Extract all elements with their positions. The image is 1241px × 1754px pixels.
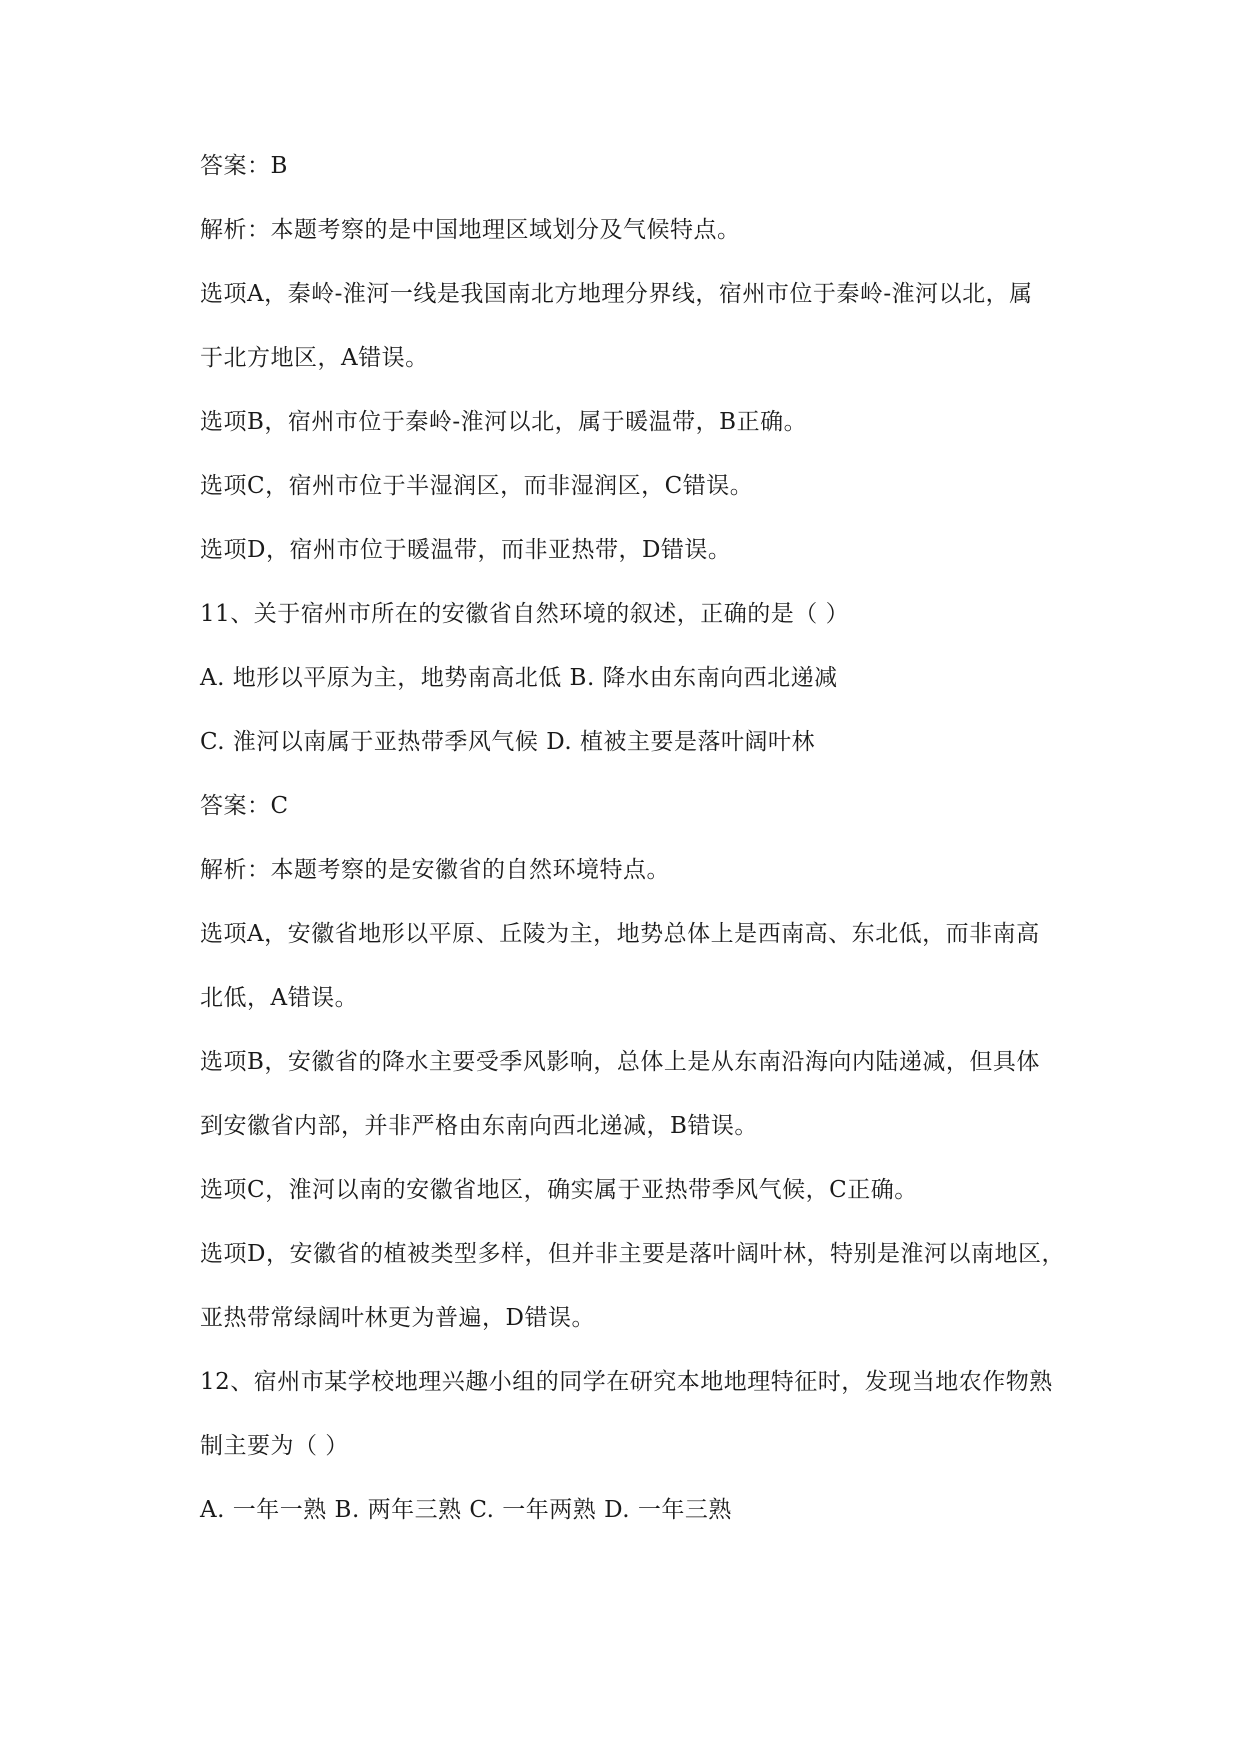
option-b-explanation-q11-cont: 到安徽省内部，并非严格由东南向西北递减，B错误。 [200, 1113, 758, 1139]
question-11-options-ab: A. 地形以平原为主，地势南高北低 B. 降水由东南向西北递减 [200, 665, 838, 691]
option-c-explanation-q10: 选项C，宿州市位于半湿润区，而非湿润区，C错误。 [200, 473, 754, 499]
option-d-explanation-q11: 选项D，安徽省的植被类型多样，但并非主要是落叶阔叶林，特别是淮河以南地区， [200, 1241, 1065, 1267]
option-c-explanation-q11: 选项C，淮河以南的安徽省地区，确实属于亚热带季风气候，C正确。 [200, 1177, 918, 1203]
option-d-explanation-q10: 选项D，宿州市位于暖温带，而非亚热带，D错误。 [200, 537, 732, 563]
question-12-options: A. 一年一熟 B. 两年三熟 C. 一年两熟 D. 一年三熟 [200, 1497, 732, 1523]
question-12-stem-cont: 制主要为（ ） [200, 1433, 349, 1459]
answer-line-q11: 答案：C [200, 793, 289, 819]
option-a-explanation-q10: 选项A，秦岭-淮河一线是我国南北方地理分界线，宿州市位于秦岭-淮河以北，属 [200, 281, 1033, 307]
question-12-stem: 12、宿州市某学校地理兴趣小组的同学在研究本地地理特征时，发现当地农作物熟 [200, 1369, 1053, 1395]
option-d-explanation-q11-cont: 亚热带常绿阔叶林更为普遍，D错误。 [200, 1305, 595, 1331]
analysis-line-q10: 解析：本题考察的是中国地理区域划分及气候特点。 [200, 217, 741, 243]
option-b-explanation-q11: 选项B，安徽省的降水主要受季风影响，总体上是从东南沿海向内陆递减，但具体 [200, 1049, 1040, 1075]
option-a-explanation-q10-cont: 于北方地区，A错误。 [200, 345, 429, 371]
analysis-line-q11: 解析：本题考察的是安徽省的自然环境特点。 [200, 857, 670, 883]
option-b-explanation-q10: 选项B，宿州市位于秦岭-淮河以北，属于暖温带，B正确。 [200, 409, 808, 435]
question-11-stem: 11、关于宿州市所在的安徽省自然环境的叙述，正确的是（ ） [200, 601, 850, 627]
answer-line-q10: 答案：B [200, 153, 288, 179]
option-a-explanation-q11: 选项A，安徽省地形以平原、丘陵为主，地势总体上是西南高、东北低，而非南高 [200, 921, 1040, 947]
option-a-explanation-q11-cont: 北低，A错误。 [200, 985, 359, 1011]
question-11-options-cd: C. 淮河以南属于亚热带季风气候 D. 植被主要是落叶阔叶林 [200, 729, 815, 755]
